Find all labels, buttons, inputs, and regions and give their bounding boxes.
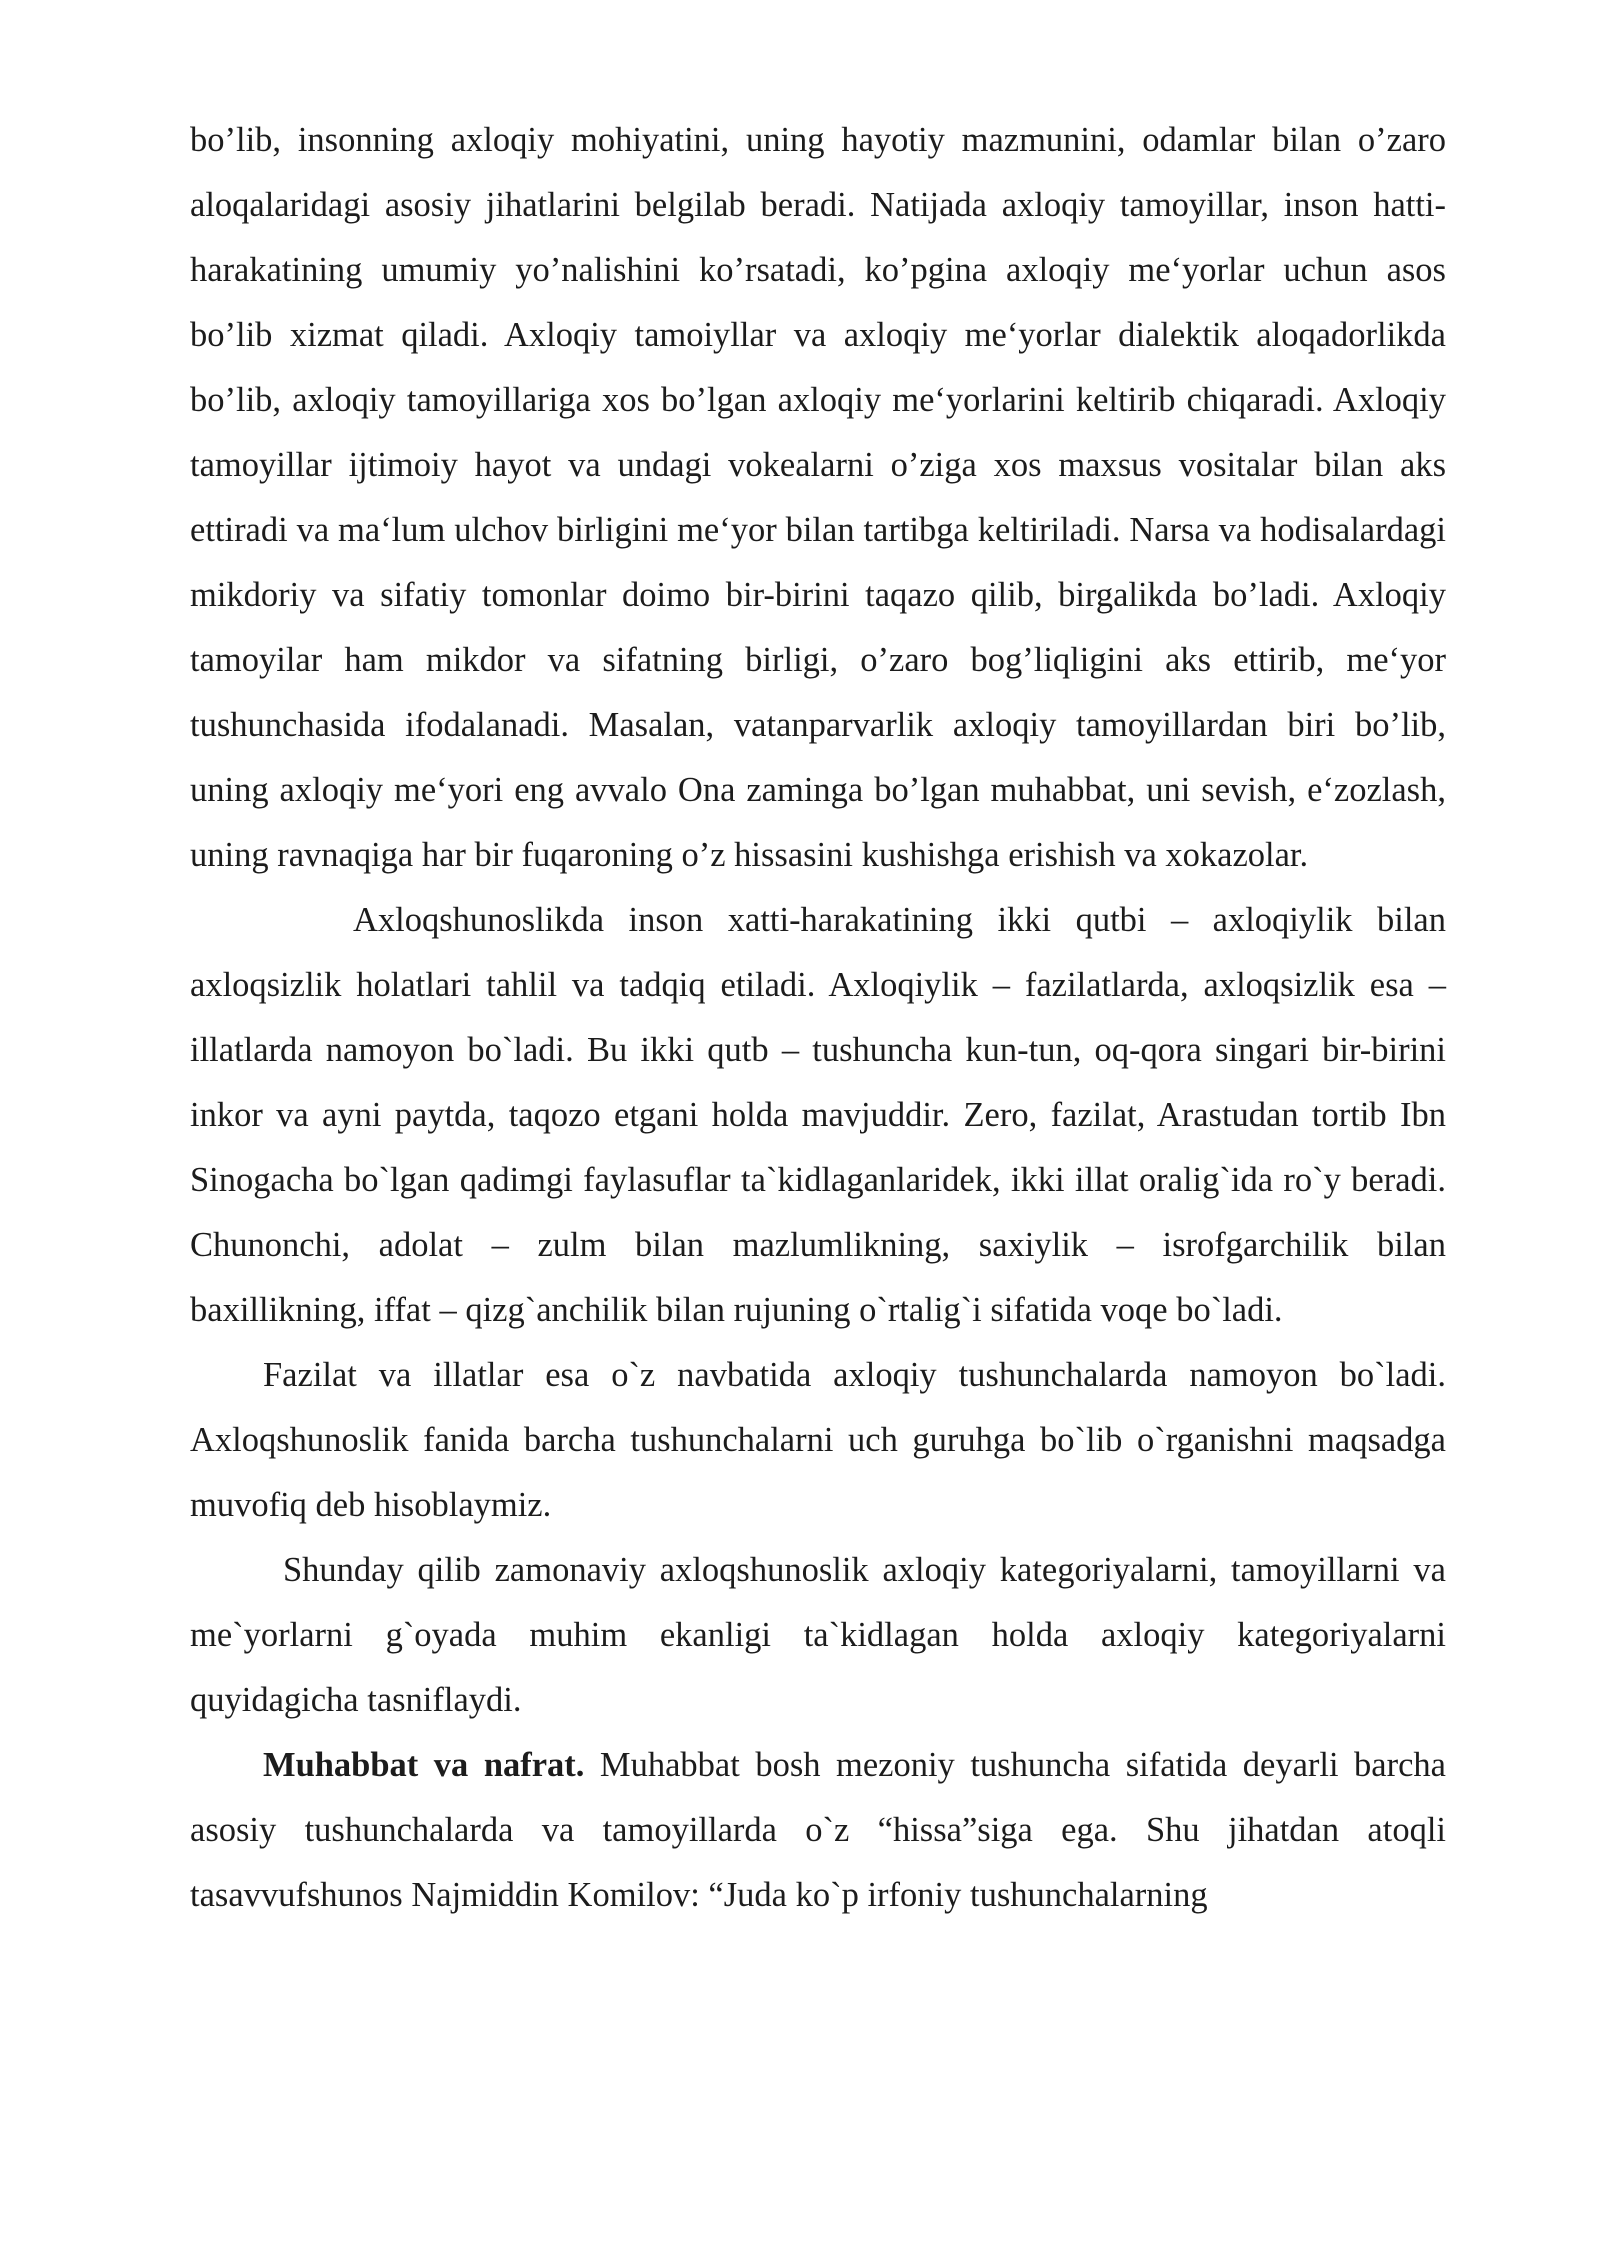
document-page (190, 108, 1446, 1928)
paragraph-virtues-vices: Fazilat va illatlar esa o`z navbatida axloqiy tushunchalarda namoyon bo`ladi. Axloqshunoslik fanida barcha tushunchalarni uch guruhga bo`lib o`rganishni maqsadga muvofiq deb hisoblaymiz. (190, 1356, 1446, 1524)
paragraph-ethical-principles: bo’lib, insonning axloqiy mohiyatini, uning hayotiy mazmunini, odamlar bilan o’zaro aloqalaridagi asosiy jihatlarini belgilab beradi. Natijada axloqiy tamoyillar, inson hatti-harakatining umumiy yo’nalishini ko’rsatadi, ko’pgina axloqiy me‘yorlar uchun asos bo’lib xizmat qiladi. Axloqiy tamoiyllar va axloqiy me‘yorlar dialektik aloqadorlikda bo’lib, axloqiy tamoyillariga xos bo’lgan axloqiy me‘yorlarini keltirib chiqaradi. Axloqiy tamoyillar ijtimoiy hayot va undagi vokealarni o’ziga xos maxsus vositalar bilan aks ettiradi va ma‘lum ulchov birligini me‘yor bilan tartibga keltiriladi. Narsa va hodisalardagi mikdoriy va sifatiy tomonlar doimo bir-birini taqazo qilib, birgalikda bo’ladi. Axloqiy tamoyilar ham mikdor va sifatning birligi, o’zaro bog’liqligini aks ettirib, me‘yor tushunchasida ifodalanadi. Masalan, vatanparvarlik axloqiy tamoyillardan biri bo’lib, uning axloqiy me‘yori eng avvalo Ona zaminga bo’lgan muhabbat, uni sevish, e‘zozlash, uning ravnaqiga har bir fuqaroning o’z hissasini kushishga erishish va xokazolar. (190, 121, 1446, 874)
paragraph-ethics-poles: Axloqshunoslikda inson xatti-harakatining ikki qutbi – axloqiylik bilan axloqsizlik holatlari tahlil va tadqiq etiladi. Axloqiylik – fazilatlarda, axloqsizlik esa – illatlarda namoyon bo`ladi. Bu ikki qutb – tushuncha kun-tun, oq-qora singari bir-birini inkor va ayni paytda, taqozo etgani holda mavjuddir. Zero, fazilat, Arastudan tortib Ibn Sinogacha bo`lgan qadimgi faylasuflar ta`kidlaganlaridek, ikki illat oralig`ida ro`y beradi. Chunonchi, adolat – zulm bilan mazlumlikning, saxiylik – isrofgarchilik bilan baxillikning, iffat – qizg`anchilik bilan rujuning o`rtalig`i sifatida voqe bo`ladi. (190, 901, 1446, 1329)
paragraph-love-hatred-body: Muhabbat bosh mezoniy tushuncha sifatida deyarli barcha asosiy tushunchalarda va tamoyillarda o`z “hissa”siga ega. Shu jihatdan atoqli tasavvufshunos Najmiddin Komilov: “Juda ko`p irfoniy tushunchalarning (190, 1746, 1446, 1914)
paragraph-love-hatred (190, 1733, 1446, 1928)
section-heading-love-hatred: Muhabbat va nafrat. (263, 1746, 585, 1784)
paragraph-classification: Shunday qilib zamonaviy axloqshunoslik axloqiy kategoriyalarni, tamoyillarni va me`yorlarni g`oyada muhim ekanligi ta`kidlagan holda axloqiy kategoriyalarni quyidagicha tasniflaydi. (190, 1551, 1446, 1719)
